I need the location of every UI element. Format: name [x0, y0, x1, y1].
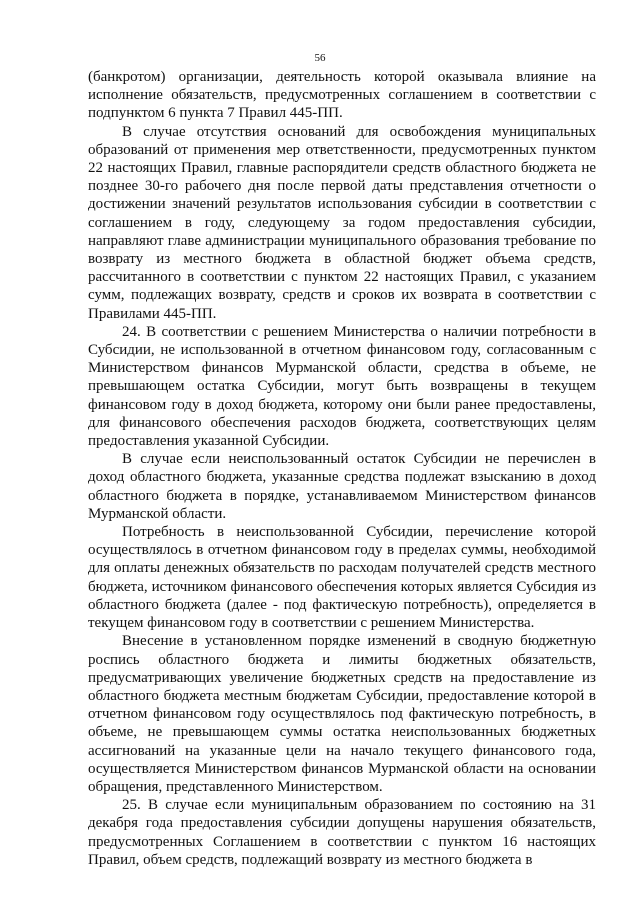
paragraph-item-24: 24. В соответствии с решением Министерства о наличии потребности в Субсидии, не использованной в отчетном финансовом году, согласованным с Министерством финансов Мурманской области, средства в объеме, не превышающем остатка Субсидии, могут быть возвращены в текущем финансовом году в доход бюджета, которому они были ранее предоставлены, для финансового обеспечения расходов бюджета, соответствующих целям предоставления указанной Субсидии. — [88, 323, 596, 450]
document-body — [88, 68, 596, 869]
paragraph-budget-changes: Внесение в установленном порядке изменений в сводную бюджетную роспись областного бюджета и лимиты бюджетных обязательств, предусматривающих увеличение бюджетных средств на предоставление из областного бюджета местным бюджетам Субсидии, предоставление которой в отчетном финансовом году осуществлялось под фактическую потребность, в объеме, не превышающем суммы остатка неиспользованных бюджетных ассигнований на указанные цели на начало текущего финансового года, осуществляется Министерством финансов Мурманской области на основании обращения, представленного Министерством. — [88, 633, 596, 795]
paragraph-unused-balance-recovery: В случае если неиспользованный остаток Субсидии не перечислен в доход областного бюджета, указанные средства подлежат взысканию в доход областного бюджета в порядке, устанавливаемом Министерством финансов Мурманской области. — [88, 451, 596, 522]
paragraph-actual-need: Потребность в неиспользованной Субсидии, перечисление которой осуществлялось в отчетном финансовом году в пределах суммы, необходимой для оплаты денежных обязательств по расходам получателей средств местного бюджета, источником финансового обеспечения которых является Субсидия из областного бюджета (далее - под фактическую потребность), определяется в текущем финансовом году в соответствии с решением Министерства. — [88, 524, 596, 632]
paragraph-no-grounds-return: В случае отсутствия оснований для освобождения муниципальных образований от применения мер ответственности, предусмотренных пунктом 22 настоящих Правил, главные распорядители средств областного бюджета не позднее 30-го рабочего дня после первой даты представления отчетности о достижении значений результатов использования субсидии в соответствии с соглашением в году, следующему за годом предоставления субсидии, направляют главе администрации муниципального образования требование по возврату из местного бюджета в областной бюджет объема средств, рассчитанного в соответствии с пунктом 22 настоящих Правил, с указанием сумм, подлежащих возврату, средств и сроков их возврата в соответствии с Правилами 445-ПП. — [88, 123, 596, 322]
paragraph-continuation: (банкротом) организации, деятельность которой оказывала влияние на исполнение обязательств, предусмотренных соглашением в соответствии с подпунктом 6 пункта 7 Правил 445-ПП. — [88, 69, 596, 122]
paragraph-item-25: 25. В случае если муниципальным образованием по состоянию на 31 декабря года предоставления субсидии допущены нарушения обязательств, предусмотренных Соглашением в соответствии с пунктом 16 настоящих Правил, объем средств, подлежащий возврату из местного бюджета в — [88, 797, 596, 868]
page-number: 56 — [314, 52, 326, 64]
